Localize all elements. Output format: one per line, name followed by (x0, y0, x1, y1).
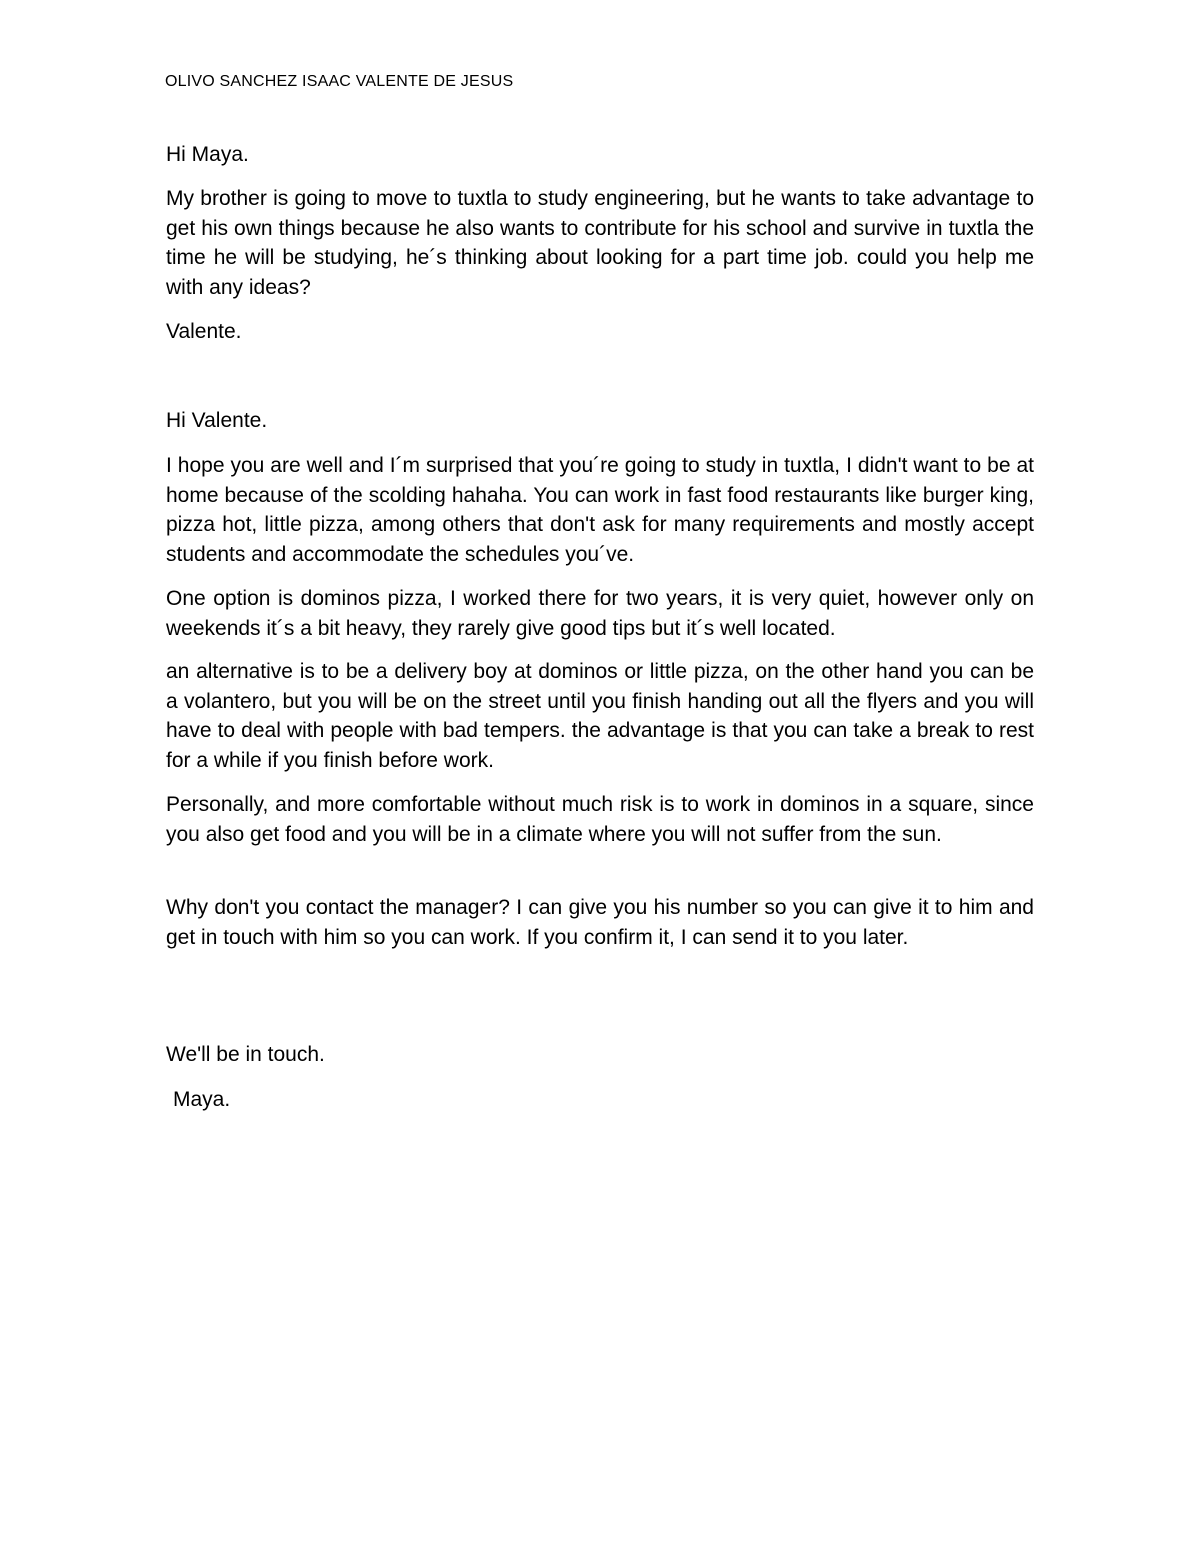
author-header: OLIVO SANCHEZ ISAAC VALENTE DE JESUS (165, 73, 514, 90)
letter1-greeting: Hi Maya. (166, 143, 249, 166)
letter2-paragraph: I hope you are well and I´m surprised that you´re going to study in tuxtla, I didn't want to be at home because of the scolding hahaha. You can work in fast food restaurants like burger king, pizza hot, little pizza, among others that don't ask for many requirements and mostly accept students and accommodate the schedules you´ve. (166, 454, 1034, 566)
letter1-paragraph: My brother is going to move to tuxtla to study engineering, but he wants to take advantage to get his own things because he also wants to contribute for his school and survive in tuxtla the time he will be studying, he´s thinking about looking for a part time job. could you help me with any ideas? (166, 187, 1034, 299)
letter2-greeting: Hi Valente. (166, 409, 268, 432)
letter1-signature: Valente. (166, 320, 242, 343)
letter2-signature: Maya. (173, 1088, 231, 1111)
letter2-paragraph: Why don't you contact the manager? I can give you his number so you can give it to him and get in touch with him so you can work. If you confirm it, I can send it to you later. (166, 896, 1034, 949)
letter2-paragraph: Personally, and more comfortable without much risk is to work in dominos in a square, since you also get food and you will be in a climate where you will not suffer from the sun. (166, 793, 1034, 846)
letter2-closing: We'll be in touch. (166, 1043, 325, 1066)
letter2-paragraph: One option is dominos pizza, I worked there for two years, it is very quiet, however only on weekends it´s a bit heavy, they rarely give good tips but it´s well located. (166, 587, 1034, 640)
letter2-paragraph: an alternative is to be a delivery boy at dominos or little pizza, on the other hand you can be a volantero, but you will be on the street until you finish handing out all the flyers and you will have to deal with people with bad tempers. the advantage is that you can take a break to rest for a while if you finish before work. (166, 660, 1034, 772)
